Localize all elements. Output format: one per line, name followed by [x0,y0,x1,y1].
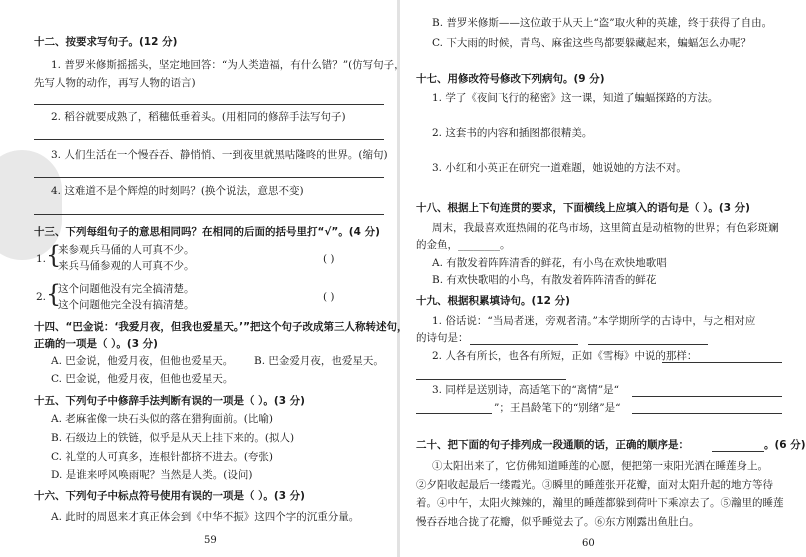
q17-title: 十七、用修改符号修改下列病句。(9 分) [416,73,605,85]
q19-item-1b: 的诗句是： [416,332,469,344]
q18-passage-1: 周末，我最喜欢逛热闹的花鸟市场，这里简直是动植物的世界；有色彩斑斓 [432,222,779,234]
q19-title: 十九、根据积累填诗句。(12 分) [416,295,570,307]
q13-answer-bracket-1[interactable]: ( ) [323,253,335,265]
q16-option-c: C. 下大雨的时候，青鸟、麻雀这些鸟都要躲藏起来，蝙蝠怎么办呢？ [432,37,751,49]
q15-title: 十五、下列句子中修辞手法判断有误的一项是（ ）。(3 分) [34,395,305,407]
q18-option-b: B. 有欢快歌唱的小鸟，有散发着阵阵清香的鲜花 [432,274,657,286]
q19-item-3b: ”；王昌龄笔下的“别绪”是“ [494,402,621,414]
q12-item-2: 2. 稻谷就要成熟了，稻穗低垂着头。(用相同的修辞手法写句子) [51,111,346,123]
q12-title: 十二、按要求写句子。(12 分) [34,36,178,48]
q14-option-c: C. 巴金说，他爱月夜，但他也爱星天。 [51,373,234,385]
q17-item-2: 2. 这套书的内容和插图都很精美。 [432,127,593,139]
q18-passage-2: 的金鱼，________。 [416,239,511,251]
q16-title: 十六、下列句子中标点符号使用有误的一项是（ ）。(3 分) [34,490,305,502]
q20-passage-4: 慢吞吞地合拢了花瓣，似乎睡觉去了。⑥东方刚露出鱼肚白。 [416,516,700,528]
q15-option-a: A. 老麻雀像一块石头似的落在猎狗面前。(比喻) [51,413,273,425]
q19-blank-2a[interactable] [662,362,782,363]
q13-group-2a: 这个问题他没有完全搞清楚。 [58,283,195,295]
q13-group-1a: 来参观兵马俑的人可真不少。 [58,244,195,256]
q12-answer-line-3[interactable] [34,177,384,178]
q14-title: 十四、“巴金说：‘我爱月夜，但我也爱星天。’”把这个句子改成第三人称转述句， [34,321,408,333]
q12-item-1b: 先写人物的动作，再写人物的语言) [34,77,196,89]
q12-item-4: 4. 这难道不是个辉煌的时刻吗？(换个说法，意思不变) [51,185,304,197]
q16-option-b: B. 普罗米修斯——这位敢于从天上“盗”取火种的英雄，终于获得了自由。 [432,17,773,29]
q20-passage-3: 着。④中午，太阳火辣辣的，瀚里的睡莲都躲到荷叶下乘凉去了。⑤瀚里的睡莲 [416,497,784,509]
q15-option-c: C. 礼堂的人可真多，连根针都挤不进去。(夸张) [51,451,274,463]
q13-group-2b: 这个问题他完全没有搞清楚。 [58,299,195,311]
q18-title: 十八、根据上下句连贯的要求，下面横线上应填入的语句是（ ）。(3 分) [416,202,750,214]
q13-group-1b: 来兵马俑参观的人可真不少。 [58,260,195,272]
q13-title: 十三、下列每组句子的意思相同吗？在相同的后面的括号里打“√”。(4 分) [34,226,380,238]
q19-blank-3c[interactable] [632,413,782,414]
q20-answer-blank[interactable] [712,451,764,452]
q14-title-2: 正确的一项是（ ）。(3 分) [34,338,158,350]
q20-passage-2: ②夕阳收起最后一缕霞光。③瞬里的睡莲张开花瓣，面对太阳升起的地方等待 [416,479,773,491]
q12-answer-line-1[interactable] [34,104,384,105]
q13-brace-1: { [46,241,62,269]
q20-score: 。(6 分) [764,439,806,451]
q15-option-b: B. 石级边上的铁链，似乎是从天上挂下来的。(拟人) [51,432,295,444]
q12-item-3: 3. 人们生活在一个慢吞吞、静悄悄、一到夜里就黑咕隆咚的世界。(缩句) [51,149,388,161]
q14-option-b: B. 巴金爱月夜，也爱星天。 [254,355,384,367]
q15-option-d: D. 是谁来呼风唤雨呢？当然是人类。(设问) [51,469,253,481]
q14-option-a: A. 巴金说，他爱月夜，但他也爱星天。 [51,355,234,367]
q20-passage-1: ①太阳出来了，它仿佛知道睡莲的心愿，便把第一束阳光洒在睡莲身上。 [432,460,768,472]
q16-option-a: A. 此时的周恩来才真正体会到《中华不振》这四个字的沉重分量。 [51,511,360,523]
q19-item-1a: 1. 俗话说：“当局者迷，旁观者清。”本学期所学的古诗中，与之相对应 [432,315,756,327]
q19-blank-2b[interactable] [416,379,566,380]
q12-item-1a: 1. 普罗米修斯摇摇头，坚定地回答：“为人类造福，有什么错？”(仿写句子， [51,59,405,71]
q13-answer-bracket-2[interactable]: ( ) [323,291,335,303]
page-number-left: 59 [204,535,217,546]
q18-option-a: A. 有散发着阵阵清香的鲜花，有小鸟在欢快地歌唱 [432,257,667,269]
q13-brace-2: { [46,280,62,308]
q12-answer-line-4[interactable] [34,214,384,215]
q19-item-3a: 3. 同样是送别诗，高适笔下的“离情”是“ [432,384,619,396]
q19-blank-1b[interactable] [588,344,708,345]
right-page [400,0,806,557]
q19-blank-3b[interactable] [416,413,492,414]
q19-item-2: 2. 人各有所长，也各有所短，正如《雪梅》中说的那样： [432,350,698,362]
q19-blank-3a[interactable] [632,396,782,397]
page-number-right: 60 [582,538,595,549]
q13-group-1-label: 1. [36,253,47,265]
q17-item-1: 1. 学了《夜间飞行的秘密》这一课，知道了蝙蝠探路的方法。 [432,92,719,104]
q17-item-3: 3. 小红和小英正在研究一道难题，她说她的方法不对。 [432,162,687,174]
q19-blank-1a[interactable] [470,344,578,345]
q20-title: 二十、把下面的句子排列成一段通顺的话，正确的顺序是： [416,439,689,451]
q13-group-2-label: 2. [36,291,47,303]
q12-answer-line-2[interactable] [34,139,384,140]
